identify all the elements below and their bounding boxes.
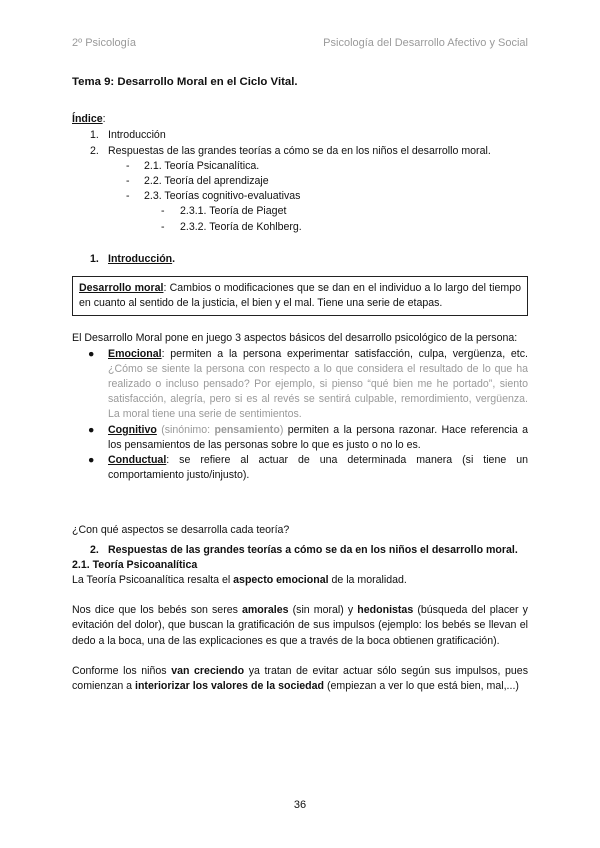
- index-subitem: - 2.2. Teoría del aprendizaje: [126, 175, 269, 188]
- aspect-emocional: ● Emocional: permiten a la persona experimentar satisfacción, culpa, vergüenza, etc. ¿Cómo se siente la persona con respecto a lo que considera el resultado de lo que ha realizado o incluso pensado? Por ejemplo, si pienso “qué bien me he portado”, siento satisfacción, alegría, pero si es al revés se sentirá culpable, remordimiento, vergüenza. La moral tiene una serie de sentimientos.: [88, 347, 528, 421]
- index-item: 1. Introducción: [90, 129, 166, 142]
- header-subject: Psicología del Desarrollo Afectivo y Social: [323, 37, 528, 49]
- paragraph-amorales: Nos dice que los bebés son seres amorales (sin moral) y hedonistas (búsqueda del placer y evitación del dolor), que buscan la gratificación de sus impulsos (ejemplo: los bebés se llevan el dedo a la boca, una de las explicaciones es que a través de la boca obtienen gratificación).: [72, 604, 528, 647]
- definition-box: Desarrollo moral: Cambios o modificaciones que se dan en el individuo a lo largo del tiempo en cuanto al sentido de la justicia, el bien y el mal. Tiene una serie de etapas.: [72, 276, 528, 316]
- bullet-icon: ●: [88, 423, 95, 436]
- index-item: 2. Respuestas de las grandes teorías a cómo se da en los niños el desarrollo moral.: [90, 144, 491, 157]
- subsection-heading-psicoanalitica: 2.1. Teoría Psicoanalítica: [72, 558, 198, 571]
- aspect-note: ¿Cómo se siente la persona con respecto a lo que considera el resultado de lo que ha realizado o incluso pensado? Por ejemplo, si pienso “qué bien me he portado”, siento satisfacción, alegría, pero si es al revés se sentirá culpable, remordimiento, vergüenza. La moral tiene una serie de sentimientos.: [108, 362, 528, 421]
- paragraph-psicoanalitica: La Teoría Psicoanalítica resalta el aspecto emocional de la moralidad.: [72, 574, 407, 587]
- aspect-conductual: ● Conductual: se refiere al actuar de una determinada manera (si tiene un comportamiento justo/injusto).: [88, 454, 528, 482]
- page-number: 36: [293, 799, 307, 811]
- paragraph-crecen: Conforme los niños van creciendo ya tratan de evitar actuar sólo según sus impulsos, pues comienzan a interiorizar los valores de la sociedad (empiezan a ver lo que está bien, mal,...): [72, 664, 528, 693]
- index-subitem: - 2.1. Teoría Psicanalítica.: [126, 159, 260, 172]
- bullet-icon: ●: [88, 347, 95, 360]
- section-heading-introduccion: 1. Introducción.: [90, 252, 176, 265]
- section-heading-respuestas: 2. Respuestas de las grandes teorías a cómo se da en los niños el desarrollo moral.: [90, 543, 518, 556]
- page-title: Tema 9: Desarrollo Moral en el Ciclo Vital.: [72, 76, 298, 88]
- bullet-icon: ●: [88, 454, 95, 467]
- intro-paragraph: El Desarrollo Moral pone en juego 3 aspectos básicos del desarrollo psicológico de la persona:: [72, 332, 518, 345]
- index-subitem: - 2.3. Teorías cognitivo-evaluativas: [126, 190, 301, 203]
- header-course: 2º Psicología: [72, 37, 136, 49]
- page-content: [72, 70, 528, 694]
- aspect-cognitivo: ● Cognitivo (sinónimo: pensamiento) permiten a la persona razonar. Hace referencia a los pensamientos de las personas sobre lo que es justo o no lo es.: [88, 423, 528, 451]
- index-subsubitem: - 2.3.1. Teoría de Piaget: [161, 205, 287, 218]
- index-list: [72, 128, 528, 158]
- question-line: ¿Con qué aspectos se desarrolla cada teoría?: [72, 524, 290, 537]
- index-heading: Índice:: [72, 113, 106, 126]
- index-subsubitem: - 2.3.2. Teoría de Kohlberg.: [161, 220, 302, 233]
- definition-term: Desarrollo moral: [79, 282, 164, 295]
